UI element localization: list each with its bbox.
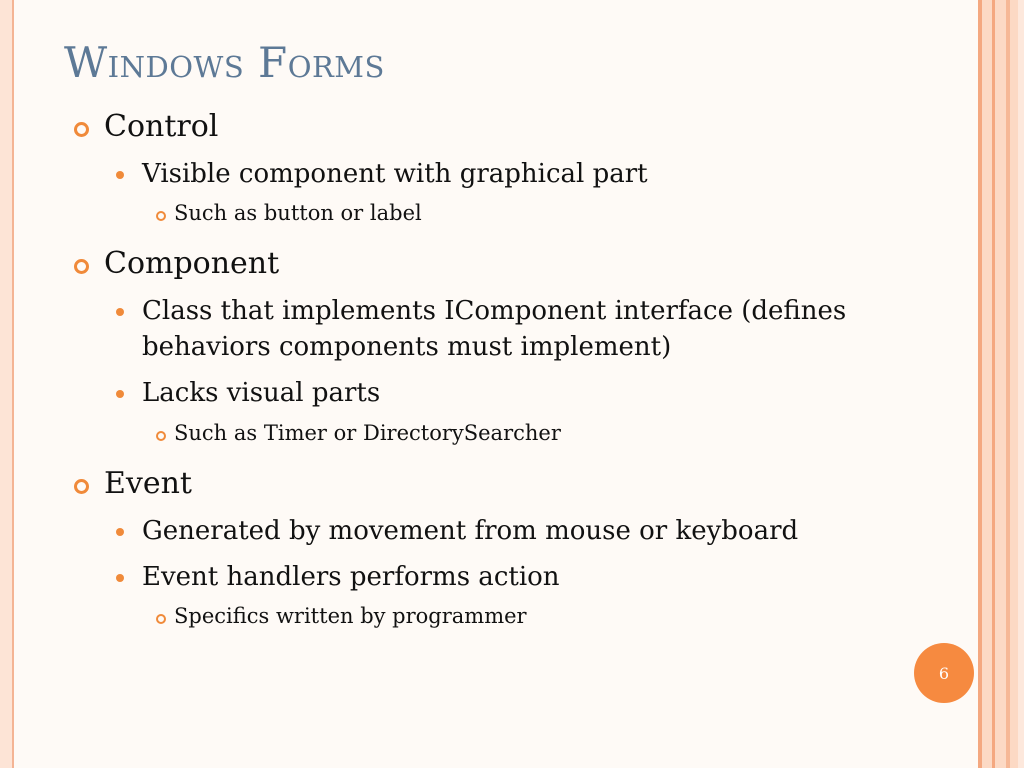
sub-sub-bullet-item — [70, 420, 940, 447]
left-border-decoration — [0, 0, 14, 768]
bullet-item — [70, 245, 940, 283]
bullet-text: Event — [104, 466, 192, 502]
bullet-ring-icon — [74, 479, 89, 494]
sub-sub-bullet-item — [70, 603, 940, 630]
sub-sub-bullet-item — [70, 200, 940, 227]
sub-bullet-item — [70, 375, 940, 411]
bullet-ring-icon — [74, 122, 89, 137]
bullet-text: Such as button or label — [174, 200, 422, 225]
bullet-ring-icon — [156, 431, 166, 441]
page-number-badge: 6 — [914, 643, 974, 703]
bullet-dot-icon — [116, 390, 124, 398]
bullet-dot-icon — [116, 308, 124, 316]
sub-bullet-item — [70, 513, 940, 549]
bullet-dot-icon — [116, 171, 124, 179]
bullet-ring-icon — [74, 259, 89, 274]
bullet-text: Class that implements IComponent interface (defines behaviors components must implement) — [142, 295, 847, 363]
bullet-dot-icon — [116, 528, 124, 536]
bullet-text: Event handlers performs action — [142, 562, 560, 593]
bullet-ring-icon — [156, 211, 166, 221]
bullet-list — [70, 108, 940, 631]
bullet-text: Visible component with graphical part — [142, 158, 648, 189]
bullet-text: Control — [104, 109, 219, 144]
bullet-text: Such as Timer or DirectorySearcher — [174, 420, 561, 445]
sub-bullet-item — [70, 293, 940, 366]
bullet-text: Lacks visual parts — [142, 378, 381, 409]
bullet-text: Specifics written by programmer — [174, 604, 527, 629]
bullet-item — [70, 465, 940, 503]
slide-title: Windows Forms — [64, 38, 385, 87]
bullet-text: Component — [104, 246, 280, 282]
bullet-text: Generated by movement from mouse or keyboard — [142, 515, 799, 546]
sub-bullet-item — [70, 156, 940, 192]
bullet-item — [70, 108, 940, 146]
sub-bullet-item — [70, 559, 940, 595]
bullet-ring-icon — [156, 614, 166, 624]
bullet-dot-icon — [116, 574, 124, 582]
right-border-decoration — [978, 0, 1024, 768]
